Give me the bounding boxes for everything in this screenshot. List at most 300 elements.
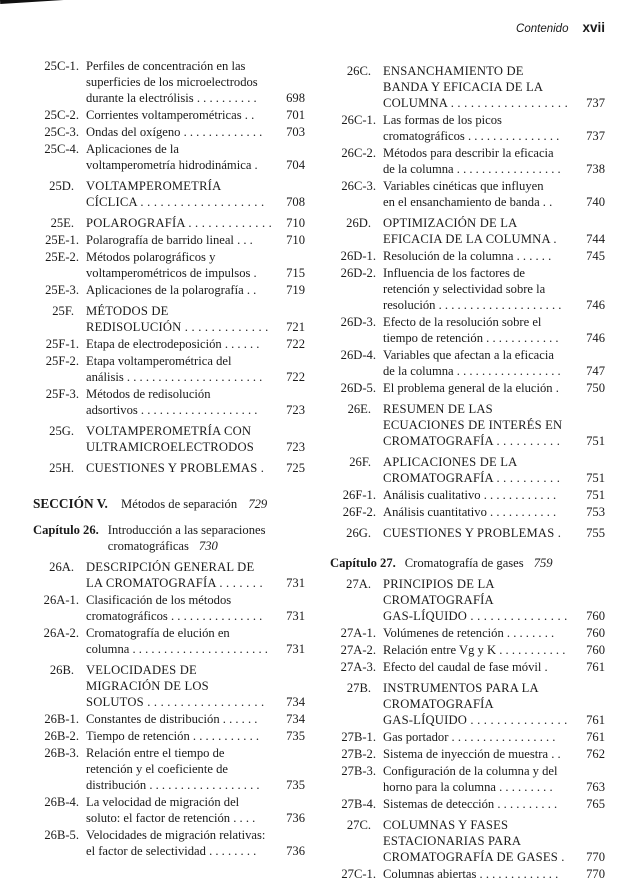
toc-section-entry <box>330 454 605 486</box>
entry-number: 27B-1. <box>341 730 376 744</box>
entry-title-line: horno para la columna . . . . . . . . . <box>383 780 553 794</box>
entry-title-line: Sistema de inyección de muestra . . <box>383 747 561 761</box>
entry-title <box>383 729 605 745</box>
entry-title-line: Métodos de redisolución <box>86 387 211 401</box>
entry-title <box>86 662 305 710</box>
entry-title-line: LA CROMATOGRAFÍA . . . . . . . <box>86 576 263 590</box>
entry-page-number: 761 <box>586 660 605 674</box>
entry-number: 27C. <box>346 818 371 832</box>
toc-subsection-entry <box>330 265 605 313</box>
entry-title-line: CUESTIONES Y PROBLEMAS . <box>86 461 265 475</box>
entry-page-number: 751 <box>586 434 605 448</box>
toc-subsection-entry <box>330 380 605 396</box>
entry-page-number: 701 <box>286 108 305 122</box>
entry-title-line: Configuración de la columna y del <box>383 764 558 778</box>
entry-page-number: 760 <box>586 643 605 657</box>
entry-page-number: 735 <box>286 778 305 792</box>
entry-title-line: retención y el coeficiente de <box>86 762 228 776</box>
toc-subsection-entry <box>330 178 605 210</box>
chapter-page: 730 <box>198 539 218 553</box>
toc-subsection-entry <box>33 745 305 793</box>
toc-subsection-entry <box>33 728 305 744</box>
entry-title-line: Sistemas de detección . . . . . . . . . . <box>383 797 558 811</box>
entry-page-number: 710 <box>286 233 305 247</box>
entry-title-line: GAS-LÍQUIDO . . . . . . . . . . . . . . . <box>383 713 568 727</box>
toc-subsection-entry <box>33 336 305 352</box>
entry-title-line: Perfiles de concentración en las <box>86 59 246 73</box>
entry-title <box>383 525 605 541</box>
entry-page-number: 747 <box>586 364 605 378</box>
toc-left-column <box>33 58 305 860</box>
toc-section-entry <box>33 460 305 476</box>
entry-title-line: MIGRACIÓN DE LOS <box>86 679 209 693</box>
entry-page-number: 723 <box>286 440 305 454</box>
entry-page-number: 731 <box>286 576 305 590</box>
entry-page-number: 731 <box>286 642 305 656</box>
entry-title <box>383 746 605 762</box>
toc-subsection-entry <box>330 314 605 346</box>
entry-title-line: columna . . . . . . . . . . . . . . . . . . . . . . <box>86 642 268 656</box>
entry-number: 26A-1. <box>43 593 79 607</box>
entry-page-number: 708 <box>286 195 305 209</box>
entry-number: 26F-2. <box>342 505 376 519</box>
entry-title <box>383 145 605 177</box>
toc-section-entry <box>33 423 305 455</box>
entry-page-number: 725 <box>286 461 305 475</box>
header-page-number: xvii <box>582 20 605 35</box>
toc-subsection-entry <box>330 866 605 882</box>
entry-title <box>383 63 605 111</box>
entry-title-line: Etapa voltamperométrica del <box>86 354 232 368</box>
entry-page-number: 731 <box>286 609 305 623</box>
entry-number: 25C-2. <box>44 108 79 122</box>
entry-title <box>383 576 605 624</box>
entry-page-number: 737 <box>586 129 605 143</box>
entry-page-number: 753 <box>586 505 605 519</box>
entry-number: 26B-5. <box>44 828 79 842</box>
toc-subsection-entry <box>330 248 605 264</box>
entry-title <box>383 796 605 812</box>
entry-number: 25C-1. <box>44 59 79 73</box>
entry-title <box>86 728 305 744</box>
entry-title-line: Aplicaciones de la polarografía . . <box>86 283 257 297</box>
entry-title-line: POLAROGRAFÍA . . . . . . . . . . . . . <box>86 216 273 230</box>
toc-entries-chapter-27 <box>330 576 605 882</box>
toc-subsection-entry <box>330 145 605 177</box>
entry-title-line: BANDA Y EFICACIA DE LA <box>383 80 544 94</box>
entry-number: 26F. <box>349 455 371 469</box>
toc-subsection-entry <box>330 659 605 675</box>
entry-title <box>383 248 605 264</box>
entry-page-number: 703 <box>286 125 305 139</box>
entry-title-line: VOLTAMPEROMETRÍA <box>86 179 222 193</box>
chapter-label: Capítulo 26. <box>33 523 99 537</box>
toc-subsection-entry <box>33 625 305 657</box>
entry-title <box>383 817 605 865</box>
toc-subsection-entry <box>33 794 305 826</box>
toc-section-entry <box>330 401 605 449</box>
entry-number: 26D-4. <box>340 348 376 362</box>
section-label: SECCIÓN V. <box>33 496 108 511</box>
entry-title-line: de la columna . . . . . . . . . . . . . . . . . <box>383 364 561 378</box>
entry-title-line: COLUMNA . . . . . . . . . . . . . . . . . . <box>383 96 568 110</box>
toc-subsection-entry <box>33 232 305 248</box>
entry-title-line: en el ensanchamiento de banda . . <box>383 195 553 209</box>
entry-title <box>86 141 305 173</box>
toc-section-entry <box>330 525 605 541</box>
entry-title <box>383 454 605 486</box>
toc-section-entry <box>330 215 605 247</box>
entry-page-number: 738 <box>586 162 605 176</box>
entry-number: 26B. <box>49 663 74 677</box>
entry-title <box>86 625 305 657</box>
toc-entries-chapter-26-cont <box>330 63 605 541</box>
toc-section-entry <box>330 680 605 728</box>
toc-subsection-entry <box>33 353 305 385</box>
entry-title-line: VOLTAMPEROMETRÍA CON <box>86 424 252 438</box>
entry-number: 26G. <box>346 526 371 540</box>
entry-title <box>86 282 305 298</box>
entry-number: 27A-3. <box>340 660 376 674</box>
chapter-title-line-last <box>405 555 605 571</box>
entry-number: 26E. <box>347 402 371 416</box>
entry-title-line: Gas portador . . . . . . . . . . . . . . . . . <box>383 730 556 744</box>
entry-title-line: Ondas del oxígeno . . . . . . . . . . . . . <box>86 125 263 139</box>
chapter-title-line-last <box>108 538 305 554</box>
toc-subsection-entry <box>330 763 605 795</box>
entry-number: 25H. <box>49 461 74 475</box>
entry-title <box>86 353 305 385</box>
entry-title-line: DESCRIPCIÓN GENERAL DE <box>86 560 255 574</box>
toc-subsection-entry <box>33 282 305 298</box>
entry-title <box>86 58 305 106</box>
entry-title <box>86 745 305 793</box>
entry-title-line: Velocidades de migración relativas: <box>86 828 266 842</box>
entry-title <box>383 215 605 247</box>
entry-number: 27A-1. <box>340 626 376 640</box>
entry-page-number: 746 <box>586 298 605 312</box>
entry-title-line: SOLUTOS . . . . . . . . . . . . . . . . . . <box>86 695 265 709</box>
entry-number: 26C-3. <box>341 179 376 193</box>
toc-subsection-entry <box>33 827 305 859</box>
entry-title-line: el factor de selectividad . . . . . . . . <box>86 844 257 858</box>
entry-title-line: CÍCLICA . . . . . . . . . . . . . . . . . . . <box>86 195 265 209</box>
entry-number: 25F-1. <box>45 337 79 351</box>
toc-section-entry <box>33 215 305 231</box>
toc-section-entry <box>330 576 605 624</box>
entry-title <box>383 680 605 728</box>
entry-title-line: RESUMEN DE LAS <box>383 402 493 416</box>
entry-page-number: 765 <box>586 797 605 811</box>
entry-title-line: Columnas abiertas . . . . . . . . . . . . . <box>383 867 559 881</box>
entry-title <box>86 303 305 335</box>
entry-title-line: tiempo de retención . . . . . . . . . . . . <box>383 331 559 345</box>
entry-title-line: voltamperométricos de impulsos . <box>86 266 257 280</box>
section-page: 729 <box>248 497 268 511</box>
toc-section-entry <box>33 662 305 710</box>
entry-title-line: CROMATOGRAFÍA . . . . . . . . . . <box>383 434 561 448</box>
entry-page-number: 698 <box>286 91 305 105</box>
chapter-title-line: Introducción a las separaciones <box>107 523 266 537</box>
toc-subsection-entry <box>33 386 305 418</box>
entry-title-line: ENSANCHAMIENTO DE <box>383 64 524 78</box>
entry-title-line: Análisis cuantitativo . . . . . . . . . . . <box>383 505 557 519</box>
entry-number: 27A-2. <box>340 643 376 657</box>
entry-title-line: PRINCIPIOS DE LA <box>383 577 495 591</box>
entry-page-number: 761 <box>586 713 605 727</box>
entry-title-line: superficies de los microelectrodos <box>86 75 258 89</box>
running-header <box>516 20 605 35</box>
toc-subsection-entry <box>330 347 605 379</box>
entry-number: 25F. <box>52 304 74 318</box>
entry-title-line: INSTRUMENTOS PARA LA <box>383 681 539 695</box>
entry-title-line: ESTACIONARIAS PARA <box>383 834 522 848</box>
entry-number: 25E. <box>50 216 74 230</box>
entry-page-number: 762 <box>586 747 605 761</box>
toc-subsection-entry <box>33 249 305 281</box>
entry-number: 26D. <box>346 216 371 230</box>
entry-number: 27A. <box>346 577 371 591</box>
entry-title-line: El problema general de la elución . <box>383 381 559 395</box>
entry-title <box>86 249 305 281</box>
toc-right-column <box>330 58 605 883</box>
entry-title-line: Clasificación de los métodos <box>86 593 232 607</box>
entry-title-line: La velocidad de migración del <box>86 795 240 809</box>
entry-title-line: Influencia de los factores de <box>383 266 525 280</box>
entry-page-number: 750 <box>586 381 605 395</box>
entry-title-line: OPTIMIZACIÓN DE LA <box>383 216 518 230</box>
entry-page-number: 755 <box>586 526 605 540</box>
entry-title <box>383 178 605 210</box>
toc-subsection-entry <box>33 107 305 123</box>
entry-title-line: Las formas de los picos <box>383 113 502 127</box>
entry-title-line: Constantes de distribución . . . . . . <box>86 712 258 726</box>
chapter-label: Capítulo 27. <box>330 556 396 570</box>
entry-title-line: Tiempo de retención . . . . . . . . . . . <box>86 729 260 743</box>
chapter-title <box>405 555 605 571</box>
entry-title-line: de la columna . . . . . . . . . . . . . . . . . <box>383 162 561 176</box>
entry-number: 27C-1. <box>341 867 376 881</box>
entry-title-line: durante la electrólisis . . . . . . . . . . <box>86 91 257 105</box>
entry-title <box>383 347 605 379</box>
chapter-title-text: Cromatografía de gases <box>404 556 524 570</box>
entry-title-line: Cromatografía de elución en <box>86 626 230 640</box>
entry-title-line: Corrientes voltamperométricas . . <box>86 108 255 122</box>
entry-page-number: 751 <box>586 471 605 485</box>
entry-title <box>86 215 305 231</box>
entry-number: 25D. <box>49 179 74 193</box>
entry-page-number: 704 <box>286 158 305 172</box>
entry-page-number: 736 <box>286 844 305 858</box>
entry-title-line: cromatográficos . . . . . . . . . . . . . . . <box>86 609 263 623</box>
entry-number: 27B-2. <box>341 747 376 761</box>
entry-page-number: 760 <box>586 609 605 623</box>
entry-page-number: 734 <box>286 712 305 726</box>
top-edge-mark <box>0 0 175 4</box>
entry-number: 26C-1. <box>341 113 376 127</box>
entry-number: 26B-3. <box>44 746 79 760</box>
entry-number: 25E-2. <box>45 250 79 264</box>
entry-page-number: 737 <box>586 96 605 110</box>
toc-subsection-entry <box>330 746 605 762</box>
toc-section-entry <box>330 817 605 865</box>
chapter-title <box>108 522 305 554</box>
entry-number: 27B-4. <box>341 797 376 811</box>
entry-title-line: análisis . . . . . . . . . . . . . . . . . . . . . . <box>86 370 263 384</box>
entry-title-line: Métodos para describir la eficacia <box>383 146 554 160</box>
entry-title-line: EFICACIA DE LA COLUMNA . <box>383 232 557 246</box>
entry-title <box>86 232 305 248</box>
entry-page-number: 721 <box>286 320 305 334</box>
entry-title-line: retención y selectividad sobre la <box>383 282 546 296</box>
chapter-title-text: cromatográficas <box>107 539 189 553</box>
toc-subsection-entry <box>33 124 305 140</box>
entry-page-number: 722 <box>286 337 305 351</box>
entry-title-line: Relación entre el tiempo de <box>86 746 225 760</box>
entry-title-line: adsortivos . . . . . . . . . . . . . . . . . . . <box>86 403 258 417</box>
entry-number: 25C-4. <box>44 142 79 156</box>
entry-number: 25F-2. <box>45 354 79 368</box>
entry-title-line: CROMATOGRAFÍA <box>383 697 494 711</box>
toc-subsection-entry <box>330 487 605 503</box>
entry-page-number: 740 <box>586 195 605 209</box>
entry-title-line: Polarografía de barrido lineal . . . <box>86 233 253 247</box>
entry-title <box>383 763 605 795</box>
entry-page-number: 760 <box>586 626 605 640</box>
entry-title <box>86 124 305 140</box>
entry-title <box>86 336 305 352</box>
header-label: Contenido <box>516 23 569 35</box>
entry-title-line: Aplicaciones de la <box>86 142 180 156</box>
entry-number: 27B. <box>346 681 371 695</box>
toc-subsection-entry <box>330 729 605 745</box>
entry-title <box>383 487 605 503</box>
entry-title-line: GAS-LÍQUIDO . . . . . . . . . . . . . . . <box>383 609 568 623</box>
toc-subsection-entry <box>33 592 305 624</box>
toc-section-entry <box>33 559 305 591</box>
toc-subsection-entry <box>33 711 305 727</box>
entry-page-number: 763 <box>586 780 605 794</box>
entry-title-line: VELOCIDADES DE <box>86 663 197 677</box>
entry-number: 25E-1. <box>45 233 79 247</box>
entry-title-line: Resolución de la columna . . . . . . <box>383 249 552 263</box>
entry-title-line: APLICACIONES DE LA <box>383 455 518 469</box>
entry-page-number: 722 <box>286 370 305 384</box>
entry-title-line: Variables cinéticas que influyen <box>383 179 544 193</box>
entry-number: 26A. <box>49 560 74 574</box>
entry-number: 26B-4. <box>44 795 79 809</box>
entry-title <box>383 314 605 346</box>
entry-title-line: cromatográficos . . . . . . . . . . . . . . . <box>383 129 560 143</box>
section-heading <box>33 496 305 512</box>
entry-number: 26D-5. <box>340 381 376 395</box>
entry-title-line: ECUACIONES DE INTERÉS EN <box>383 418 563 432</box>
entry-number: 26D-3. <box>340 315 376 329</box>
entry-title-line: Métodos polarográficos y <box>86 250 216 264</box>
entry-title <box>383 401 605 449</box>
entry-title <box>86 827 305 859</box>
entry-number: 25G. <box>49 424 74 438</box>
entry-title <box>383 642 605 658</box>
entry-number: 26D-1. <box>340 249 376 263</box>
entry-page-number: 744 <box>586 232 605 246</box>
toc-subsection-entry <box>33 141 305 173</box>
entry-title-line: CROMATOGRAFÍA DE GASES . <box>383 850 565 864</box>
entry-title <box>86 460 305 476</box>
entry-title-line: CROMATOGRAFÍA <box>383 593 494 607</box>
entry-number: 26C-2. <box>341 146 376 160</box>
entry-title-line: REDISOLUCIÓN . . . . . . . . . . . . . <box>86 320 269 334</box>
entry-title-line: soluto: el factor de retención . . . . <box>86 811 256 825</box>
toc-section-entry <box>330 63 605 111</box>
entry-page-number: 751 <box>586 488 605 502</box>
toc-section-entry <box>33 178 305 210</box>
entry-number: 26D-2. <box>340 266 376 280</box>
entry-number: 25F-3. <box>45 387 79 401</box>
toc-subsection-entry <box>33 58 305 106</box>
entry-title-line: resolución . . . . . . . . . . . . . . . . . . . . <box>383 298 562 312</box>
entry-title-line: Análisis cualitativo . . . . . . . . . . . . <box>383 488 557 502</box>
entry-page-number: 745 <box>586 249 605 263</box>
entry-title <box>86 423 305 455</box>
entry-title-line: CUESTIONES Y PROBLEMAS . <box>383 526 562 540</box>
entry-title <box>86 711 305 727</box>
entry-page-number: 770 <box>586 867 605 881</box>
toc-entries-chapter-26 <box>33 559 305 859</box>
entry-number: 26C. <box>346 64 371 78</box>
chapter-page: 759 <box>533 556 553 570</box>
toc-subsection-entry <box>330 625 605 641</box>
entry-title <box>383 112 605 144</box>
entry-title-line: Variables que afectan a la eficacia <box>383 348 554 362</box>
entry-title-line: ULTRAMICROELECTRODOS <box>86 440 254 454</box>
entry-page-number: 761 <box>586 730 605 744</box>
entry-title-line: Relación entre Vg y K . . . . . . . . . . . <box>383 643 566 657</box>
entry-number: 25C-3. <box>44 125 79 139</box>
entry-page-number: 735 <box>286 729 305 743</box>
chapter-27-heading <box>330 555 605 571</box>
entry-title <box>383 380 605 396</box>
section-title: Métodos de separación <box>121 497 238 511</box>
entry-title-line: Efecto de la resolución sobre el <box>383 315 542 329</box>
entry-title <box>383 866 605 882</box>
entry-title <box>86 559 305 591</box>
entry-page-number: 734 <box>286 695 305 709</box>
entry-page-number: 770 <box>586 850 605 864</box>
entry-title-line: COLUMNAS Y FASES <box>383 818 509 832</box>
entry-page-number: 715 <box>286 266 305 280</box>
entry-title-line: distribución . . . . . . . . . . . . . . . . . . <box>86 778 260 792</box>
entry-number: 27B-3. <box>341 764 376 778</box>
toc-section-entry <box>33 303 305 335</box>
entry-title <box>86 794 305 826</box>
entry-title <box>86 592 305 624</box>
entry-page-number: 723 <box>286 403 305 417</box>
entry-title-line: Efecto del caudal de fase móvil . <box>383 660 548 674</box>
toc-subsection-entry <box>330 796 605 812</box>
entry-title-line: MÉTODOS DE <box>86 304 169 318</box>
entry-title <box>383 625 605 641</box>
entry-title <box>383 659 605 675</box>
chapter-26-heading <box>33 522 305 554</box>
entry-number: 25E-3. <box>45 283 79 297</box>
entry-page-number: 710 <box>286 216 305 230</box>
toc-subsection-entry <box>330 642 605 658</box>
toc-entries-chapter-25 <box>33 58 305 476</box>
entry-title <box>383 504 605 520</box>
entry-page-number: 719 <box>286 283 305 297</box>
entry-title <box>86 178 305 210</box>
